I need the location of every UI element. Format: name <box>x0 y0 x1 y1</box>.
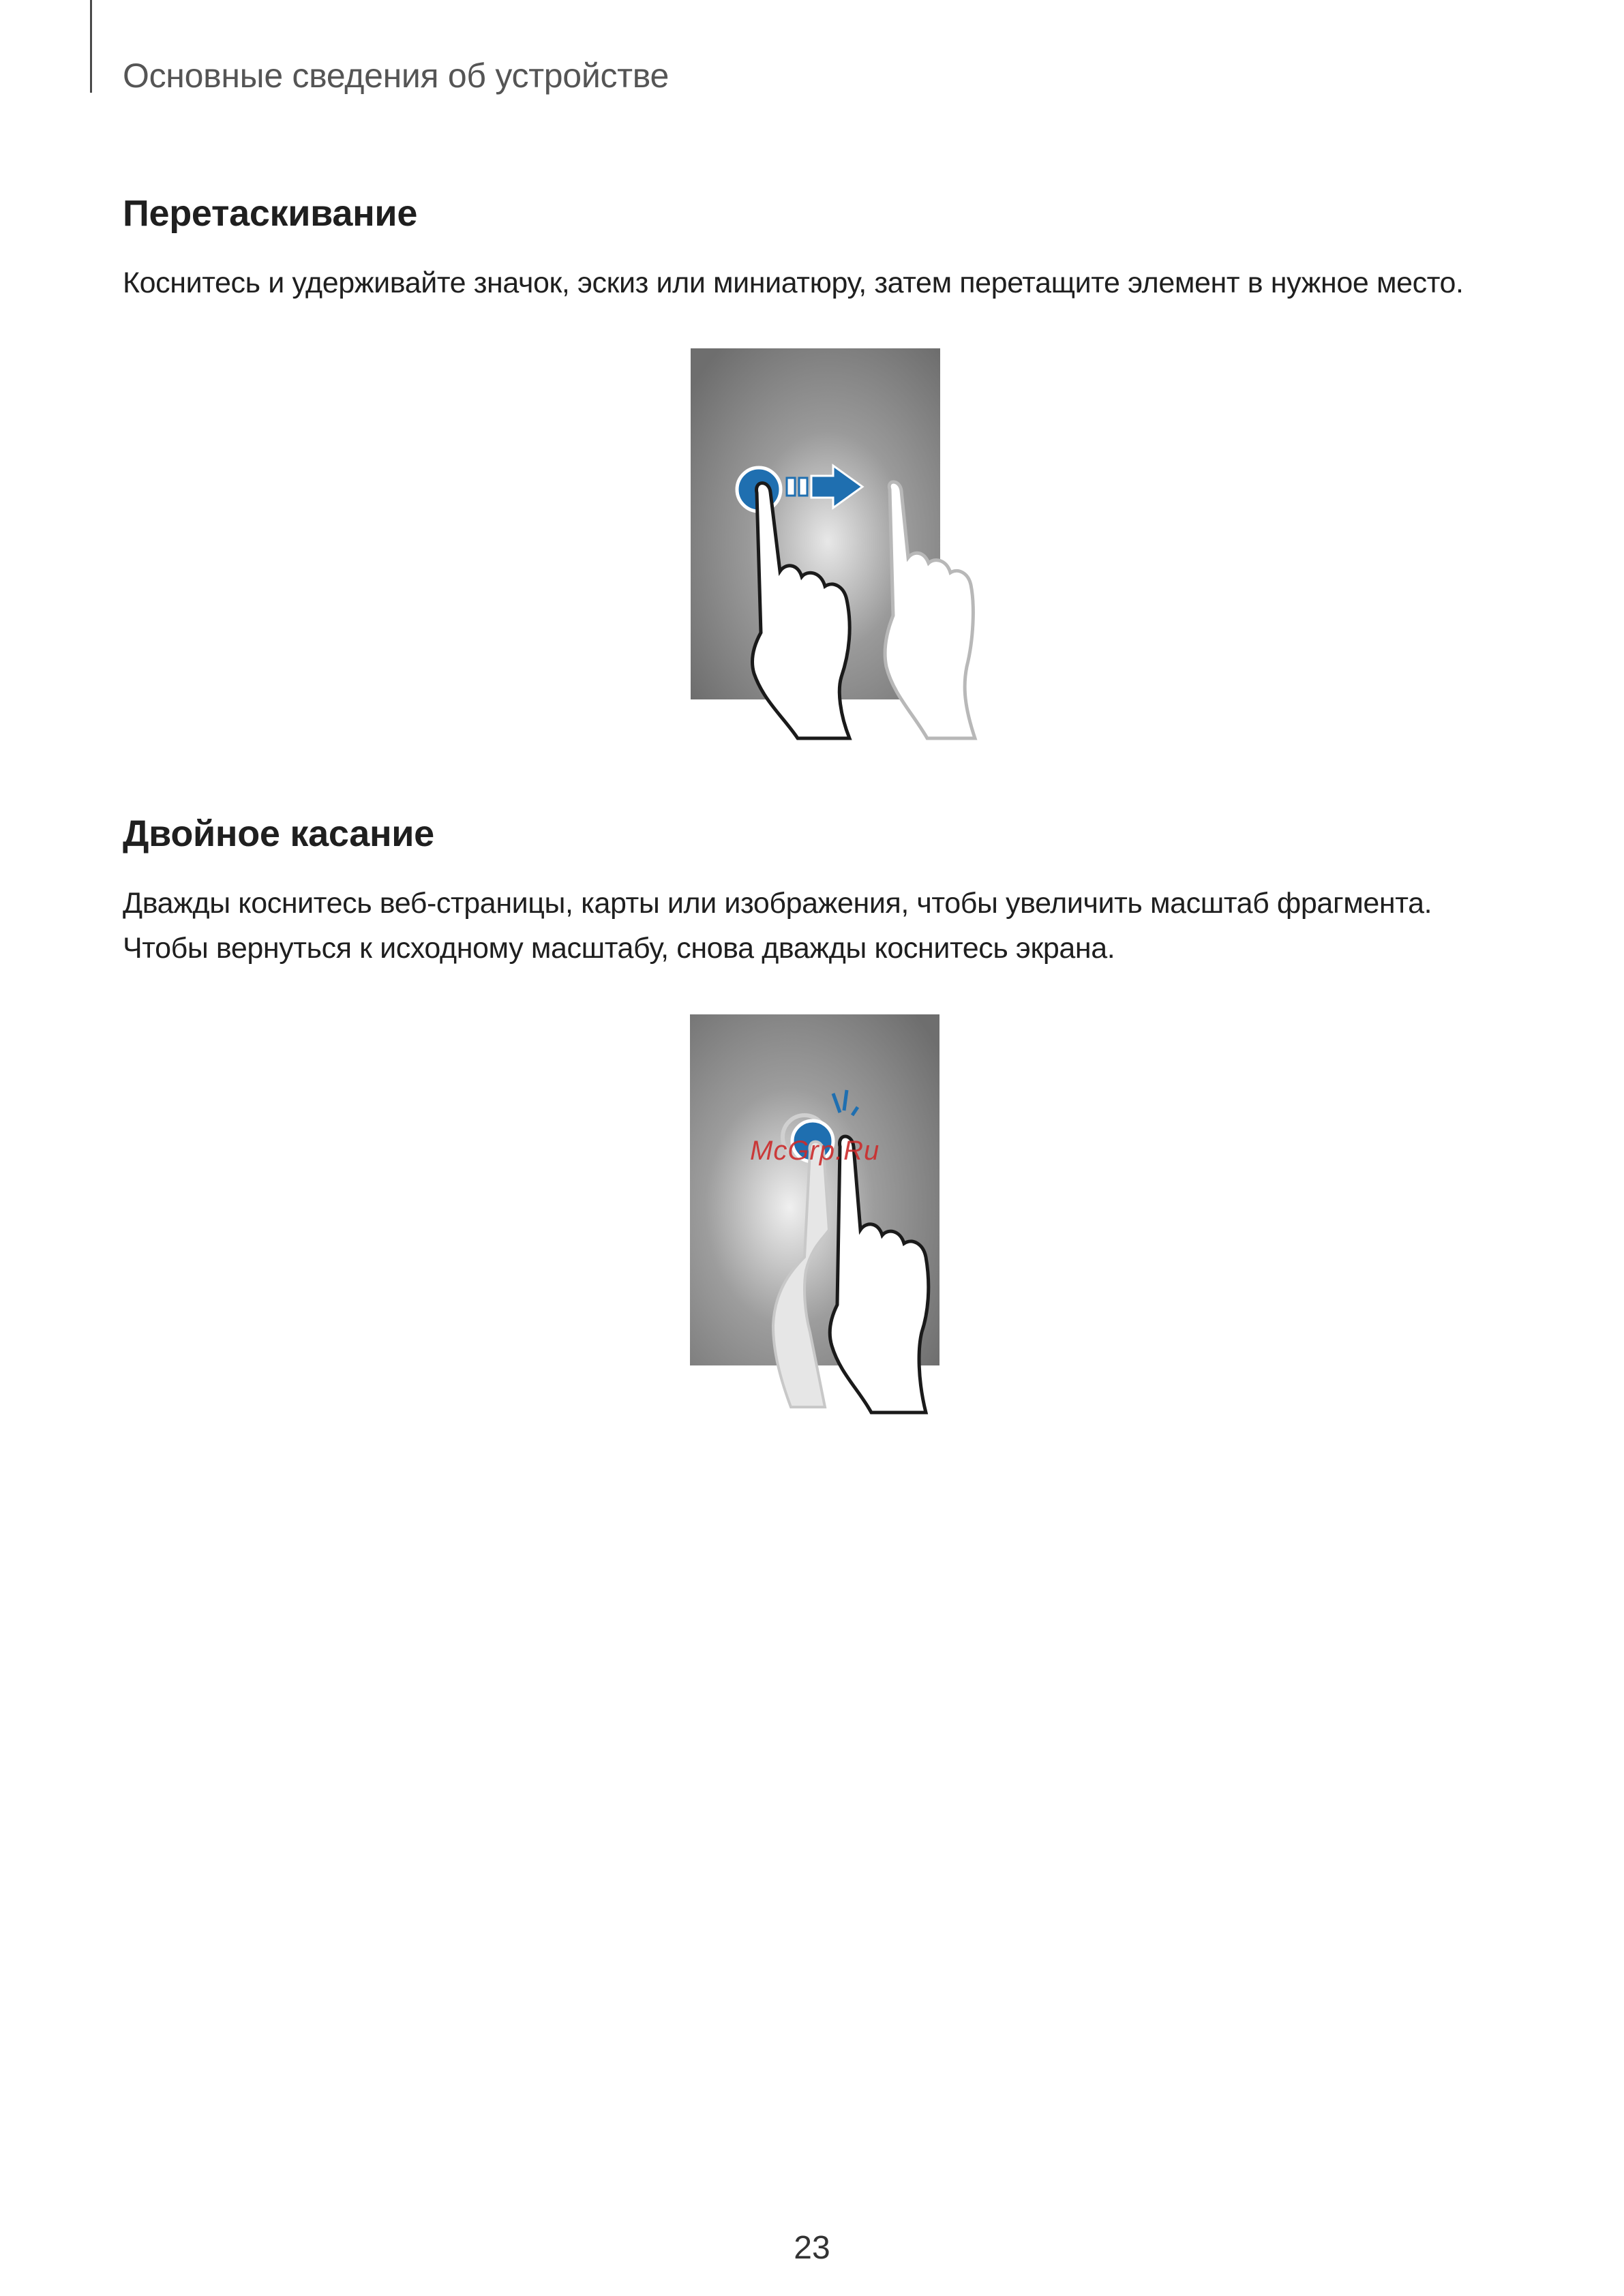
section-text-drag <box>123 260 1464 305</box>
watermark: McGrp.Ru <box>750 1136 880 1166</box>
side-rule <box>90 0 92 93</box>
section-text-double-tap <box>123 881 1432 971</box>
text-line: Коснитесь и удерживайте значок, эскиз или миниатюру, затем перетащите элемент в нужное место. <box>123 267 1464 299</box>
text-line: Дважды коснитесь веб-страницы, карты или изображения, чтобы увеличить масштаб фрагмента. <box>123 887 1432 920</box>
drag-gesture-illustration <box>689 346 1070 742</box>
page-number: 23 <box>794 2230 830 2266</box>
text-line: Чтобы вернуться к исходному масштабу, снова дважды коснитесь экрана. <box>123 932 1115 965</box>
running-header: Основные сведения об устройстве <box>123 57 669 95</box>
section-title-drag: Перетаскивание <box>123 193 418 234</box>
section-title-double-tap: Двойное касание <box>123 813 434 854</box>
double-tap-illustration <box>689 1012 1070 1421</box>
